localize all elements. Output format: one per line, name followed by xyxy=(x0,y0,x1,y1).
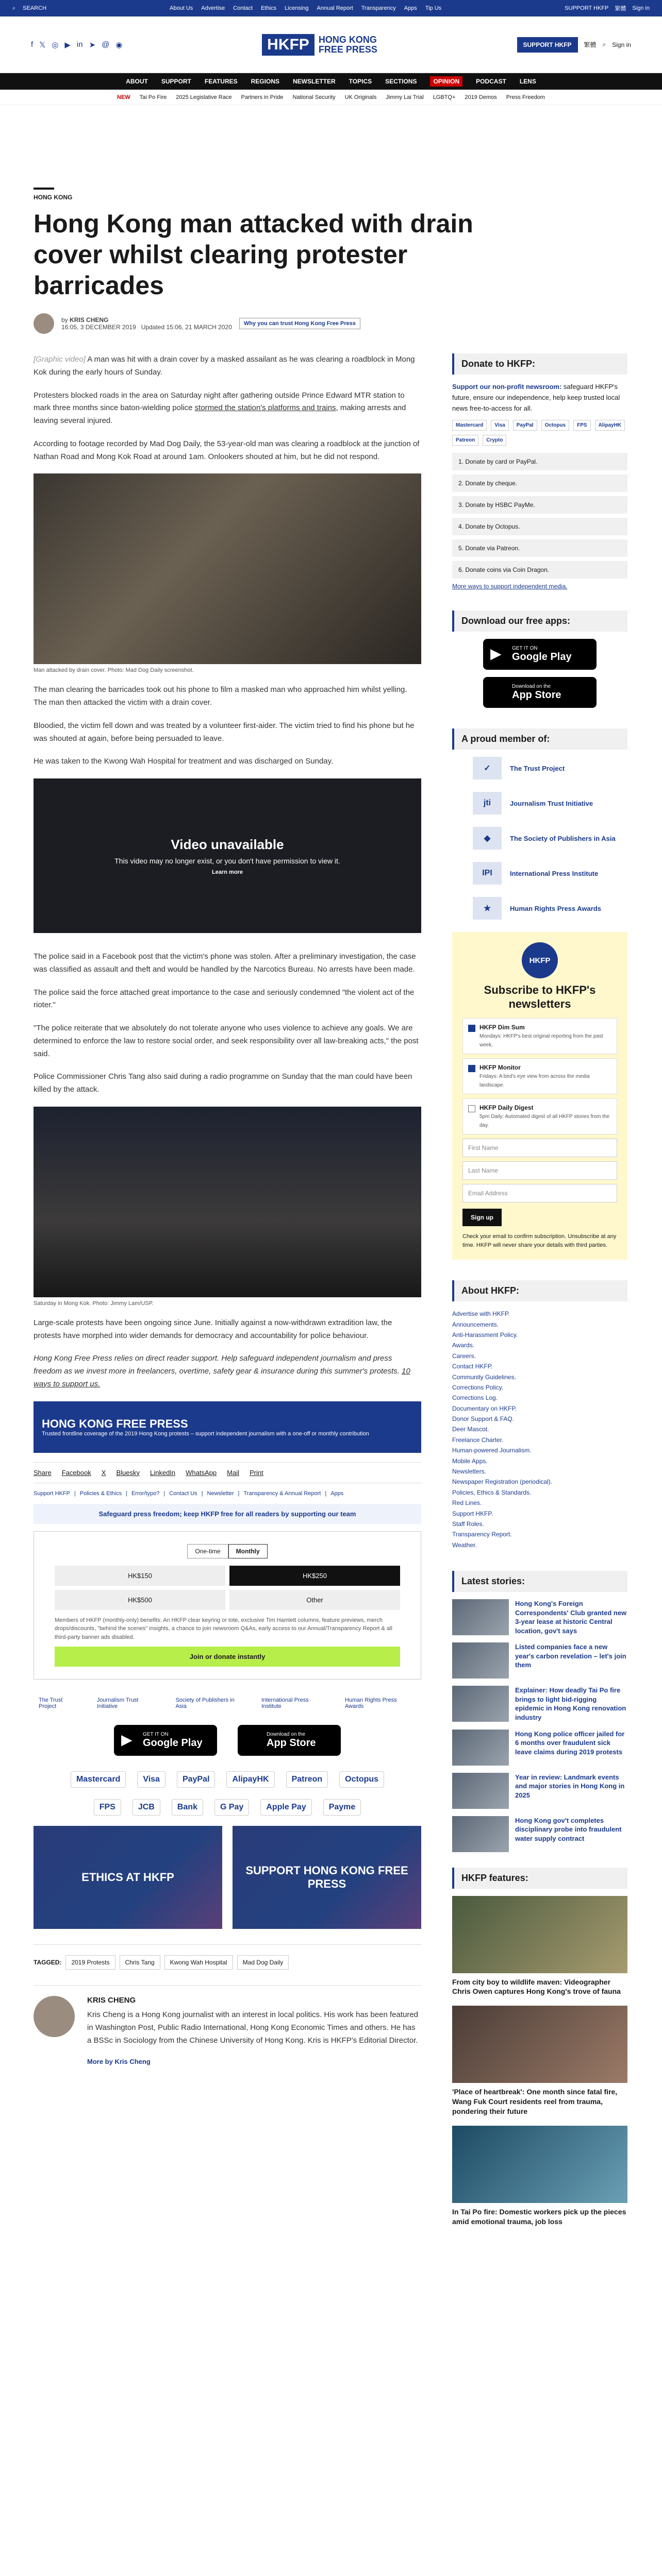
feature-image xyxy=(452,2006,627,2083)
author-box xyxy=(34,1985,421,2066)
nav-item[interactable]: NEWSLETTER xyxy=(292,78,336,85)
story-item[interactable]: Listed companies face a new year's carbon revelation – let's join them xyxy=(452,1642,627,1679)
top-link[interactable]: Annual Report xyxy=(317,5,353,11)
telegram-icon[interactable]: ➤ xyxy=(89,40,96,49)
about-link[interactable]: Weather. xyxy=(452,1541,477,1549)
subnav-item[interactable]: LGBTQ+ xyxy=(433,94,456,100)
amount-option[interactable]: HK$500 xyxy=(55,1590,225,1610)
top-link[interactable]: Apps xyxy=(404,5,417,11)
main-nav xyxy=(0,73,662,90)
subnav-item[interactable]: Tai Po Fire xyxy=(139,94,167,100)
payment-logo: FPS xyxy=(94,1799,121,1816)
footer-link[interactable]: Contact Us xyxy=(169,1490,197,1497)
nav-item[interactable]: LENS xyxy=(519,78,536,85)
member-logo[interactable]: ✓ The Trust Project xyxy=(473,757,627,779)
support-button[interactable]: SUPPORT HKFP xyxy=(517,37,578,53)
payment-logo: PayPal xyxy=(177,1771,215,1788)
sidebar-heading: Donate to HKFP: xyxy=(452,353,627,375)
google-play-button[interactable]: ▶ GET IT ON Google Play xyxy=(114,1725,217,1756)
support-link[interactable]: 10 ways to support us. xyxy=(34,1367,410,1388)
support-note: Hong Kong Free Press relies on direct reader support. Help safeguard independent journalism and press freedom as we invest more in freelancers, overtime, safety gear & insurance during this summer's protests. 10 ways to support us. xyxy=(34,1354,410,1388)
tag[interactable]: Mad Dog Daily xyxy=(237,1955,289,1970)
payment-logo: Crypto xyxy=(483,435,506,446)
paragraph: The police said in a Facebook post that the victim's phone was stolen. After a preliminary investigation, the case was classified as assault and theft and would be handled by the Narcotics Bureau. No arrests have been made. xyxy=(34,952,416,974)
subnav-item[interactable]: 2019 Demos xyxy=(465,94,497,100)
member-logo[interactable]: ★ Human Rights Press Awards xyxy=(473,897,627,920)
about-link[interactable]: Mobile Apps. xyxy=(452,1457,488,1465)
payment-logo: Patreon xyxy=(286,1771,328,1788)
ad-space xyxy=(0,105,662,188)
feature-image xyxy=(452,1896,627,1973)
paragraph: The man clearing the barricades took out his phone to film a masked man who approached him whilst yelling. The man then attacked the victim with a drain cover. xyxy=(34,685,407,707)
video-title: Video unavailable xyxy=(171,836,284,852)
paragraph: The police said the force attached great importance to the case and seriously condemned "the violent act of the rioter." xyxy=(34,988,415,1010)
tab-one-time[interactable]: One-time xyxy=(187,1544,228,1558)
trust-button[interactable]: Why you can trust Hong Kong Free Press xyxy=(239,318,360,329)
top-link[interactable]: Tip Us xyxy=(425,5,442,11)
email-field[interactable]: Email Address xyxy=(462,1184,617,1202)
social-icons xyxy=(31,40,123,49)
paragraph: According to footage recorded by Mad Dog Daily, the 53-year-old man was clearing a roadblock at the junction of Nathan Road and Mong Kok Road at around 1am. Onlookers shouted at him, but he did not respond. xyxy=(34,439,420,461)
rss-icon[interactable]: ◉ xyxy=(115,40,123,49)
banner-text: Trusted frontline coverage of the 2019 Hong Kong protests – support independent journalism with a one-off or monthly contribution xyxy=(42,1430,369,1437)
article-header xyxy=(0,188,662,334)
payment-logo: AlipayHK xyxy=(595,420,625,431)
x-icon[interactable]: 𝕏 xyxy=(39,40,46,49)
google-play-button[interactable]: ▶ GET IT ON Google Play xyxy=(483,639,597,670)
tag[interactable]: Kwong Wah Hospital xyxy=(164,1955,233,1970)
kicker[interactable]: HONG KONG xyxy=(34,194,73,201)
lang-switch[interactable]: 繁體 xyxy=(584,41,597,48)
nav-item[interactable]: SECTIONS xyxy=(385,78,417,85)
share-linkedin[interactable]: LinkedIn xyxy=(150,1468,176,1477)
threads-icon[interactable]: @ xyxy=(102,40,110,49)
footer-link[interactable]: Transparency & Annual Report xyxy=(243,1490,321,1497)
about-link[interactable]: Staff Roles. xyxy=(452,1520,484,1528)
subnav-item[interactable]: Press Freedom xyxy=(506,94,545,100)
sidebar-heading: A proud member of: xyxy=(452,728,627,750)
member-benefits: Members of HKFP (monthly-only) benefits: An HKFP clear keyring or tote, exclusive Tim Hamlett columns, feature previews, merch drops/discounts, "behind the scenes" insights, a chance to join newsroom Q&As, early access to our Annual/Transparency Report & all third-party banner ads disabled. xyxy=(55,1617,392,1640)
member-logo[interactable]: ◆ The Society of Publishers in Asia xyxy=(473,827,627,850)
avatar[interactable] xyxy=(34,1996,75,2037)
top-link[interactable]: Ethics xyxy=(261,5,277,11)
story-thumbnail xyxy=(452,1642,509,1679)
paragraph: Large-scale protests have been ongoing since June. Initially against a now-withdrawn extradition law, the protests have morphed into wider demands for democracy and accountability for police behaviour. xyxy=(34,1318,392,1340)
video-message: This video may no longer exist, or you don't have permission to view it. xyxy=(114,856,340,865)
about-link[interactable]: Newsletters. xyxy=(452,1468,487,1476)
checkbox[interactable] xyxy=(468,1025,475,1032)
kicker-rule xyxy=(34,188,54,190)
partner-logo[interactable]: Society of Publishers in Asia xyxy=(175,1697,235,1709)
share-mail[interactable]: Mail xyxy=(227,1468,239,1477)
partner-logo[interactable]: Human Rights Press Awards xyxy=(344,1697,397,1709)
lang-link[interactable]: 繁體 xyxy=(615,6,626,12)
subnav-item[interactable]: Partners in Pride xyxy=(241,94,284,100)
story-thumbnail xyxy=(452,1816,509,1852)
story-item[interactable]: Hong Kong gov't completes disciplinary probe into fraudulent water supply contract xyxy=(452,1816,627,1852)
subnav-item[interactable]: 2025 Legislative Race xyxy=(176,94,232,100)
tag[interactable]: 2019 Protests xyxy=(65,1955,115,1970)
safeguard-message[interactable]: Safeguard press freedom; keep HKFP free for all readers by supporting our team xyxy=(34,1504,421,1524)
sidebar-heading: HKFP features: xyxy=(452,1868,627,1889)
payment-logo: Octopus xyxy=(339,1771,384,1788)
caption: Saturday in Mong Kok. Photo: Jimmy Lam/USP. xyxy=(34,1300,154,1307)
story-thumbnail xyxy=(452,1686,509,1722)
about-link[interactable]: Human-powered Journalism. xyxy=(452,1447,532,1454)
banner-title: HONG KONG FREE PRESS xyxy=(42,1417,188,1430)
tag[interactable]: Chris Tang xyxy=(120,1955,160,1970)
donate-option[interactable]: 6. Donate coins via Coin Dragon. xyxy=(452,561,627,579)
top-link[interactable]: Licensing xyxy=(285,5,309,11)
figure xyxy=(34,1107,421,1307)
last-name-field[interactable]: Last Name xyxy=(462,1161,617,1180)
youtube-icon[interactable]: ▶ xyxy=(64,40,71,49)
nav-item[interactable]: TOPICS xyxy=(349,78,372,85)
figure xyxy=(34,473,421,673)
subnav-item[interactable]: National Security xyxy=(292,94,336,100)
logo-box: HKFP xyxy=(262,34,315,56)
about-link[interactable]: Advertise with HKFP. xyxy=(452,1310,510,1318)
payment-logo: Mastercard xyxy=(71,1771,126,1788)
masthead xyxy=(0,16,662,73)
top-link[interactable]: Contact xyxy=(233,5,253,11)
footer-link[interactable]: Apps xyxy=(330,1490,344,1497)
search-icon[interactable]: ⌕ xyxy=(602,41,606,48)
about-link[interactable]: Deer Mascot. xyxy=(452,1426,489,1433)
sidebar-payment-logos xyxy=(452,420,627,446)
linkedin-icon[interactable]: in xyxy=(76,40,83,49)
subnav-item[interactable]: Jimmy Lai Trial xyxy=(386,94,424,100)
signin-button[interactable]: Sign in xyxy=(612,41,631,48)
search-link[interactable]: SEARCH xyxy=(23,5,47,11)
top-link[interactable]: Transparency xyxy=(361,5,396,11)
new-badge: NEW xyxy=(117,94,130,100)
sidebar-heading: Download our free apps: xyxy=(452,611,627,632)
inline-link[interactable]: stormed the station's platforms and trains xyxy=(194,403,336,413)
amount-option-selected[interactable]: HK$250 xyxy=(229,1566,400,1586)
donate-widget xyxy=(34,1531,421,1680)
signup-button[interactable]: Sign up xyxy=(462,1209,502,1226)
feature-item[interactable]: From city boy to wildlife maven: Videographer Chris Owen captures Hong Kong's trove of fauna xyxy=(452,1896,627,1997)
promo-support[interactable]: SUPPORT HONG KONG FREE PRESS xyxy=(233,1826,421,1929)
payment-logo: Patreon xyxy=(452,435,478,446)
newsletter-logo: HKFP xyxy=(522,942,558,978)
paragraph: "The police reiterate that we absolutely do not tolerate anyone who uses violence to achieve any goals. We are determined to enforce the law to restore social order, and seek responsibility over all law-breaking acts," the post said. xyxy=(34,1024,419,1058)
story-thumbnail xyxy=(452,1599,509,1635)
share-x[interactable]: X xyxy=(101,1468,106,1477)
story-thumbnail xyxy=(452,1773,509,1809)
payment-logo: PayPal xyxy=(513,420,537,431)
top-link[interactable]: Advertise xyxy=(201,5,225,11)
nav-item-opinion[interactable]: OPINION xyxy=(430,76,462,87)
payment-logo: Apple Pay xyxy=(260,1799,311,1816)
amount-option-other[interactable]: Other xyxy=(229,1590,400,1610)
tags xyxy=(34,1944,421,1970)
newsletter-heading: Subscribe to HKFP's newsletters xyxy=(484,984,596,1010)
sidebar-heading: Latest stories: xyxy=(452,1571,627,1592)
join-button[interactable]: Join or donate instantly xyxy=(55,1647,400,1667)
donate-text: Support our non-profit newsroom: safeguard HKFP's future, ensure our independence, help keep trusted local news free-to-access for all. xyxy=(452,383,620,412)
tags-label: TAGGED: xyxy=(34,1959,62,1966)
photo-drain-cover-attack[interactable] xyxy=(34,473,421,664)
google-play-icon: ▶ xyxy=(490,646,502,662)
publish-date: 16:05, 3 DECEMBER 2019 xyxy=(61,324,136,331)
author-name[interactable]: KRIS CHENG xyxy=(87,1996,136,2005)
signin-link[interactable]: Sign in xyxy=(632,5,650,11)
sidebar xyxy=(452,353,627,2236)
about-link[interactable]: Announcements. xyxy=(452,1320,499,1328)
footer-link[interactable]: Error/typo? xyxy=(131,1490,160,1497)
donate-option[interactable]: 1. Donate by card or PayPal. xyxy=(452,453,627,470)
app-store-button[interactable]: Download on the App Store xyxy=(483,677,597,708)
nav-item[interactable]: ABOUT xyxy=(126,78,148,85)
more-by-author-link[interactable]: More by Kris Cheng xyxy=(87,2058,151,2066)
paragraph: [Graphic video] A man was hit with a drain cover by a masked assailant as he was clearing a roadblock in Mong Kok during the early hours of Sunday. xyxy=(34,355,415,377)
payment-logo: Payme xyxy=(323,1799,361,1816)
tab-monthly[interactable]: Monthly xyxy=(228,1544,268,1558)
avatar[interactable] xyxy=(34,313,54,334)
byline: by KRIS CHENG 16:05, 3 DECEMBER 2019 Updated 15:06, 21 MARCH 2020 Why you can trust Hong Kong Free Press xyxy=(34,313,628,334)
share-bluesky[interactable]: Bluesky xyxy=(116,1468,140,1477)
about-link[interactable]: Corrections Log. xyxy=(452,1394,498,1402)
partner-logo[interactable]: Journalism Trust Initiative xyxy=(96,1697,139,1709)
donate-option[interactable]: 5. Donate via Patreon. xyxy=(452,539,627,557)
payment-logo: Octopus xyxy=(541,420,570,431)
checkbox[interactable] xyxy=(468,1065,475,1072)
footer-link[interactable]: Newsletter xyxy=(207,1490,234,1497)
instagram-icon[interactable]: ◎ xyxy=(52,40,59,49)
more-ways-link[interactable]: More ways to support independent media. xyxy=(452,583,568,590)
footer-link[interactable]: Support HKFP xyxy=(34,1490,70,1497)
paragraph: Protesters blocked roads in the area on Saturday night after gathering outside Prince Edward MTR station to mark three months since baton-wielding police stormed the station's platforms and trains, making arrests and leaving several injured. xyxy=(34,391,406,425)
about-link[interactable]: Support HKFP. xyxy=(452,1510,493,1517)
app-buttons xyxy=(34,1725,421,1756)
story-item[interactable]: Hong Kong's Foreign Correspondents' Club granted new 3-year lease at historic Central location, gov't says xyxy=(452,1599,627,1635)
google-play-icon: ▶ xyxy=(121,1732,133,1748)
latest-stories xyxy=(452,1599,627,1852)
app-store-button[interactable]: Download on the App Store xyxy=(238,1725,341,1756)
article-body xyxy=(34,353,421,2236)
nav-item[interactable]: SUPPORT xyxy=(161,78,191,85)
paragraph: Police Commissioner Chris Tang also said during a radio programme on Sunday that the man could have been killed by the attack. xyxy=(34,1072,412,1094)
share-whatsapp[interactable]: WhatsApp xyxy=(186,1468,217,1477)
about-link[interactable]: Freelance Charter. xyxy=(452,1436,504,1444)
newsletter-disclaimer: Check your email to confirm subscription. Unsubscribe at any time. HKFP will never share your details with third parties. xyxy=(462,1233,617,1248)
payment-logo: AlipayHK xyxy=(226,1771,274,1788)
promo-tiles xyxy=(34,1826,421,1929)
about-link[interactable]: Community Guidelines. xyxy=(452,1373,517,1381)
payment-logo: Mastercard xyxy=(452,420,487,431)
story-item[interactable]: Year in review: Landmark events and major stories in Hong Kong in 2025 xyxy=(452,1773,627,1809)
donate-option[interactable]: 4. Donate by Octopus. xyxy=(452,518,627,535)
sidebar-app-buttons xyxy=(452,639,627,708)
partner-logo[interactable]: International Press Institute xyxy=(261,1697,309,1709)
nav-item[interactable]: PODCAST xyxy=(476,78,506,85)
partner-logos xyxy=(34,1687,421,1720)
newsletter-widget xyxy=(452,932,627,1260)
footer-link[interactable]: Policies & Ethics xyxy=(79,1490,122,1497)
payment-logo: G Pay xyxy=(214,1799,249,1816)
site-logo[interactable] xyxy=(262,34,377,56)
nav-item[interactable]: FEATURES xyxy=(204,78,238,85)
donate-option[interactable]: 3. Donate by HSBC PayMe. xyxy=(452,496,627,514)
member-logo[interactable]: jti Journalism Trust Initiative xyxy=(473,792,627,815)
first-name-field[interactable]: First Name xyxy=(462,1139,617,1157)
photo-mong-kok-police[interactable] xyxy=(34,1107,421,1297)
story-thumbnail xyxy=(452,1730,509,1766)
story-item[interactable]: Hong Kong police officer jailed for 6 months over fraudulent sick leave claims during 2019 protests xyxy=(452,1730,627,1766)
about-link[interactable]: Awards. xyxy=(452,1342,475,1349)
sidebar-heading: About HKFP: xyxy=(452,1280,627,1301)
feature-image xyxy=(452,2126,627,2203)
share-label: Share xyxy=(34,1468,52,1477)
search-icon[interactable]: ⌕ xyxy=(12,5,16,11)
subnav-item[interactable]: UK Originals xyxy=(344,94,377,100)
facebook-icon[interactable]: f xyxy=(31,40,34,49)
partner-logo[interactable]: The Trust Project xyxy=(39,1697,63,1709)
paragraph: He was taken to the Kwong Wah Hospital for treatment and was discharged on Sunday. xyxy=(34,757,334,766)
share-bar xyxy=(34,1462,421,1483)
newsletter-option[interactable]: HKFP Daily Digest 5pm Daily: Automated digest of all HKFP stories from the day. xyxy=(462,1098,617,1134)
story-item[interactable]: Explainer: How deadly Tai Po fire brings to light bid-rigging epidemic in Hong Kong renovation industry xyxy=(452,1686,627,1722)
promo-ethics[interactable]: ETHICS AT HKFP xyxy=(34,1826,222,1929)
about-list xyxy=(452,1309,627,1550)
about-link[interactable]: Contact HKFP. xyxy=(452,1363,493,1370)
top-links xyxy=(170,5,441,11)
about-link[interactable]: Newspaper Registration (periodical). xyxy=(452,1478,553,1486)
about-link[interactable]: Anti-Harassment Policy. xyxy=(452,1331,518,1338)
payment-logo: JCB xyxy=(133,1799,160,1816)
support-link[interactable]: SUPPORT HKFP xyxy=(565,5,609,11)
about-link[interactable]: Policies, Ethics & Standards. xyxy=(452,1488,532,1496)
payment-logo: Visa xyxy=(137,1771,166,1788)
member-logo[interactable]: IPI International Press Institute xyxy=(473,862,627,885)
updated-date: Updated 15:06, 21 MARCH 2020 xyxy=(141,324,232,331)
share-print[interactable]: Print xyxy=(249,1468,263,1477)
video-embed[interactable] xyxy=(34,778,421,933)
paragraph: Bloodied, the victim fell down and was treated by a volunteer first-aider. The victim tried to find his phone but he was shouted at again, before being persuaded to leave. xyxy=(34,721,415,743)
about-link[interactable]: Transparency Report. xyxy=(452,1531,512,1538)
donate-option[interactable]: 2. Donate by cheque. xyxy=(452,474,627,492)
about-link[interactable]: Careers. xyxy=(452,1352,476,1360)
about-link[interactable]: Red Lines. xyxy=(452,1499,482,1507)
payment-logo: FPS xyxy=(573,420,590,431)
author-link[interactable]: KRIS CHENG xyxy=(70,316,109,324)
page-title: Hong Kong man attacked with drain cover whilst clearing protester barricades xyxy=(34,209,473,300)
about-link[interactable]: Documentary on HKFP. xyxy=(452,1404,517,1412)
video-learn-more[interactable]: Learn more xyxy=(212,869,243,875)
about-link[interactable]: Donor Support & FAQ. xyxy=(452,1415,515,1423)
payment-logo: Bank xyxy=(172,1799,203,1816)
author-bio: Kris Cheng is a Hong Kong journalist with an interest in local politics. His work has been featured in Washington Post, Public Radio International, Hong Kong Economic Times and others. He has a BSSc in Sociology from the Chinese University of Hong Kong. Kris is HKFP's Editorial Director. xyxy=(87,2010,418,2045)
top-link[interactable]: About Us xyxy=(170,5,193,11)
donate-banner[interactable] xyxy=(34,1401,421,1453)
footer-links: Support HKFP | Policies & Ethics | Error/typo? | Contact Us | Newsletter | Transparency & Annual Report | Apps xyxy=(34,1490,344,1497)
sub-nav xyxy=(0,90,662,105)
payment-logos xyxy=(34,1766,421,1826)
caption: Man attacked by drain cover. Photo: Mad Dog Daily screenshot. xyxy=(34,667,194,674)
newsletter-option[interactable]: HKFP Dim Sum Mondays: HKFP's best original reporting from the past week. xyxy=(462,1018,617,1054)
about-link[interactable]: Corrections Policy. xyxy=(452,1383,504,1391)
share-facebook[interactable]: Facebook xyxy=(61,1468,91,1477)
payment-logo: Visa xyxy=(491,420,508,431)
feature-item[interactable]: 'Place of heartbreak': One month since fatal fire, Wang Fuk Court residents reel from trauma, pondering their future xyxy=(452,2006,627,2116)
newsletter-option[interactable]: HKFP Monitor Fridays: A bird's eye view from across the media landscape. xyxy=(462,1058,617,1094)
nav-item[interactable]: REGIONS xyxy=(251,78,279,85)
logo-text: HONG KONG FREE PRESS xyxy=(318,34,377,55)
amount-option[interactable]: HK$150 xyxy=(55,1566,225,1586)
checkbox[interactable] xyxy=(468,1105,475,1112)
top-bar xyxy=(0,0,662,16)
feature-item[interactable]: In Tai Po fire: Domestic workers pick up the pieces amid emotional trauma, job loss xyxy=(452,2126,627,2227)
